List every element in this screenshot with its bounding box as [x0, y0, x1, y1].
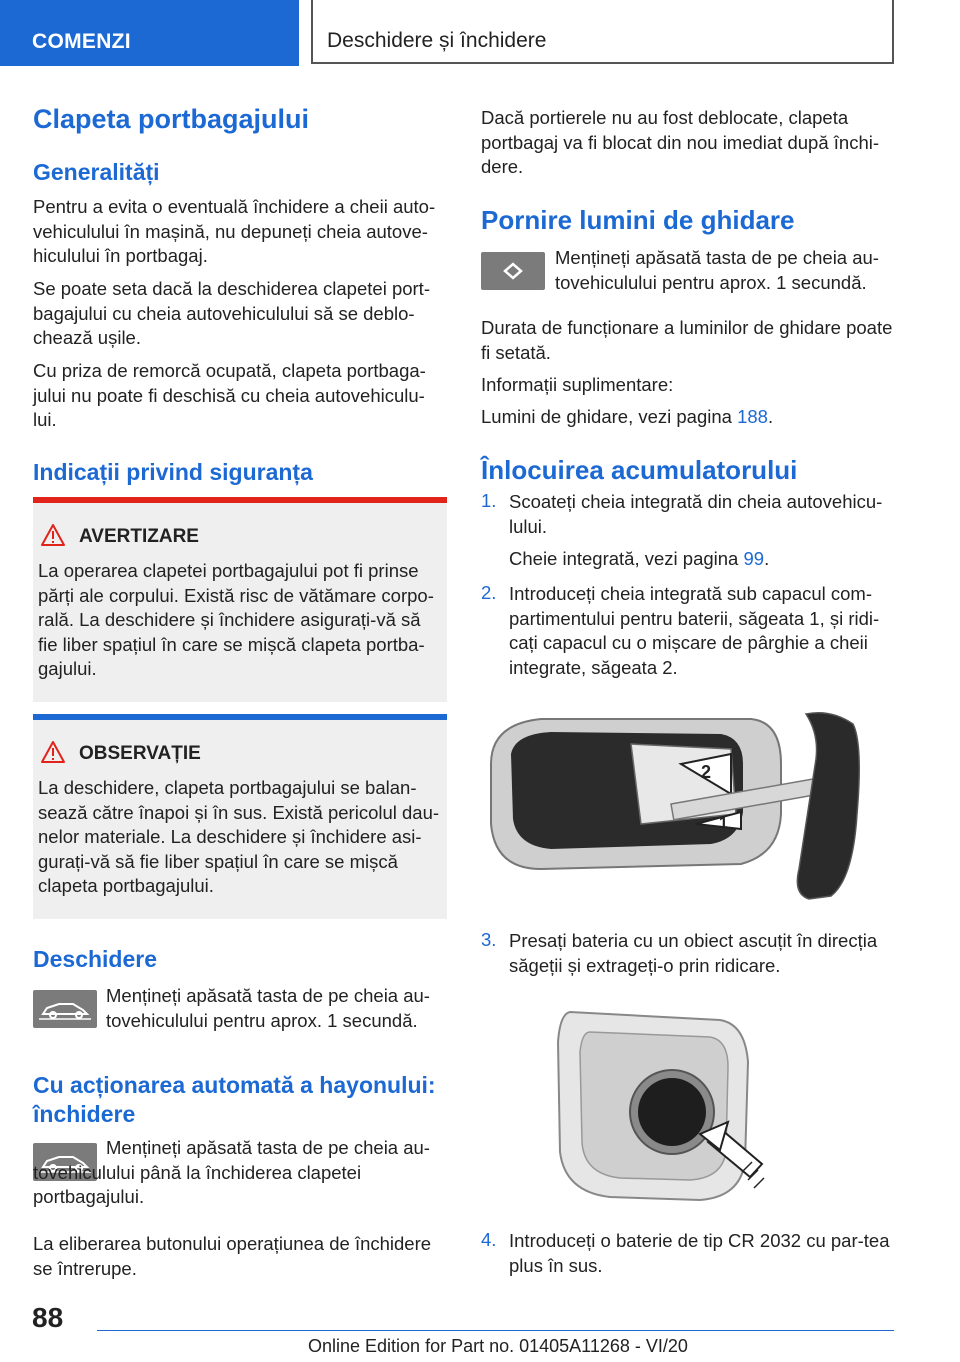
arrow-label-1: 1: [719, 815, 728, 832]
section-label: COMENZI: [32, 30, 131, 53]
step-text: Introduceți o baterie de tip CR 2032 cu par-tea plus în sus.: [509, 1230, 890, 1276]
step-4: [481, 1229, 897, 1278]
step-1-sub: [509, 547, 897, 572]
page-title: Clapeta portbagajului: [33, 104, 310, 134]
auto-close-heading: Cu acționarea automată a hayonului: închidere: [33, 1072, 436, 1127]
warning-box: [33, 497, 447, 702]
notice-title: OBSERVAȚIE: [79, 743, 201, 764]
step-text: Presați bateria cu un obiect ascuțit în direcția săgeții și extrageți-o prin ridicare.: [509, 930, 878, 976]
general-paragraph-3: Cu priza de remorcă ocupată, clapeta portbaga-jului nu poate fi deschisă cu cheia autovehiculu-lui.: [33, 360, 426, 430]
guide-page-link[interactable]: 188: [737, 406, 768, 427]
key-removal-illustration: [481, 704, 897, 904]
trunk-open-key-icon: [33, 990, 97, 1028]
safety-heading: Indicații privind siguranța: [33, 459, 313, 485]
footer-divider: [97, 1330, 894, 1331]
section-tab: [0, 0, 299, 66]
warning-bar: [33, 497, 447, 503]
step-number: 3.: [481, 929, 497, 950]
open-heading: Deschidere: [33, 946, 158, 972]
guide-paragraph-1: Durata de funcționare a luminilor de ghidare poate fi setată.: [481, 317, 893, 363]
intro-paragraph: Dacă portierele nu au fost deblocate, clapeta portbagaj va fi blocat din nou imediat după închi-dere.: [481, 107, 880, 177]
step-text: Scoateți cheia integrată din cheia autovehicu-lului.: [509, 491, 883, 537]
guide-ref-text: Lumini de ghidare, vezi pagina: [481, 406, 738, 427]
step-1-ref-suffix: .: [764, 548, 770, 569]
battery-heading: Înlocuirea acumulatorului: [481, 455, 798, 485]
warning-text: La operarea clapetei portbagajului pot fi prinse părți ale corpului. Există risc de vătămare corpo-rală. La deschidere și închidere asigurați-vă să fie liber spațiul în care se mișcă clapeta portba-gajului.: [38, 560, 434, 679]
step-3: [481, 929, 897, 978]
step-number: 1.: [481, 490, 497, 511]
guide-light-key-icon: [481, 252, 545, 290]
chapter-label: Deschidere și închidere: [327, 29, 547, 52]
key-page-link[interactable]: 99: [743, 548, 765, 569]
notice-triangle-icon: [40, 740, 66, 764]
step-1: [481, 490, 897, 539]
guide-text: Mențineți apăsată tasta de pe cheia au-tovehiculului pentru aprox. 1 secundă.: [555, 247, 879, 293]
footer-edition: Online Edition for Part no. 01405A11268 - VI/20: [308, 1336, 688, 1356]
auto-close-text: Mențineți apăsată tasta de pe cheia au-tovehiculului până la închiderea clapetei portbagajului.: [33, 1137, 430, 1207]
notice-box: [33, 714, 447, 919]
arrow-label-2: 2: [701, 762, 712, 782]
warning-triangle-icon: [40, 523, 66, 547]
guide-ref-suffix: .: [767, 406, 774, 427]
guide-paragraph-3: [481, 405, 897, 430]
step-number: 4.: [481, 1229, 497, 1250]
warning-title: AVERTIZARE: [79, 526, 199, 547]
page-number: 88: [32, 1302, 64, 1333]
battery-compartment-illustration: [550, 1002, 790, 1212]
chapter-tab: [311, 0, 894, 64]
general-paragraph-1: Pentru a evita o eventuală închidere a cheii auto-vehiculului în mașină, nu depuneți cheia autove-hiculului în portbagaj.: [33, 196, 436, 266]
step-number: 2.: [481, 582, 497, 603]
general-heading: Generalități: [33, 159, 160, 185]
notice-bar: [33, 714, 447, 720]
step-text: Introduceți cheia integrată sub capacul com-partimentului pentru baterii, săgeata 1, și ridi-cați capacul cu o mișcare de pârghie a cheii integrate, săgeata 2.: [509, 583, 880, 678]
step-1-ref-text: Cheie integrată, vezi pagina: [509, 548, 744, 569]
step-2: [481, 582, 897, 680]
guide-paragraph-2: Informații suplimentare:: [481, 374, 674, 395]
release-text: La eliberarea butonului operațiunea de închidere se întrerupe.: [33, 1233, 432, 1279]
guide-heading: Pornire lumini de ghidare: [481, 205, 795, 235]
notice-text: La deschidere, clapeta portbagajului se balan-sează către înapoi și în sus. Există pericolul dau-nelor materiale. La deschidere și închidere asi-gurați-vă să fie liber spațiul în care se mișcă clapeta portbagajului.: [38, 777, 440, 896]
open-text: Mențineți apăsată tasta de pe cheia au-tovehiculului pentru aprox. 1 secundă.: [106, 985, 430, 1031]
general-paragraph-2: Se poate seta dacă la deschiderea clapetei port-bagajului cu cheia autovehiculului să se deblo-chează ușile.: [33, 278, 430, 348]
